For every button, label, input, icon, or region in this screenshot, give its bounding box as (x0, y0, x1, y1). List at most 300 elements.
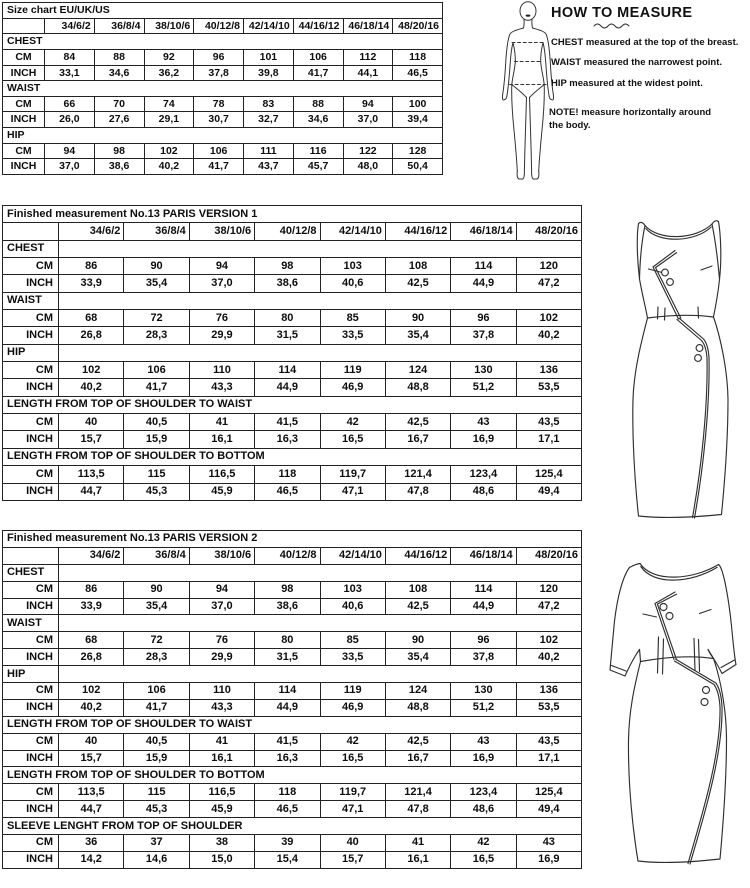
unit-label: CM (3, 632, 59, 649)
measurement-value: 110 (189, 683, 254, 700)
measurement-value: 136 (516, 683, 581, 700)
figure-head (520, 2, 536, 21)
measurement-value: 96 (451, 632, 516, 649)
measurement-value: 41,5 (255, 414, 320, 431)
unit-label: CM (3, 733, 59, 750)
measurement-value: 103 (320, 581, 385, 598)
measurement-value: 38,6 (255, 275, 320, 292)
measurement-value: 115 (124, 784, 189, 801)
measurement-value: 114 (255, 683, 320, 700)
measurement-value: 31,5 (255, 327, 320, 344)
measurement-value: 16,1 (189, 750, 254, 767)
measurement-value: 68 (59, 632, 124, 649)
corner-cell (3, 223, 59, 240)
measurement-value: 108 (385, 581, 450, 598)
measurement-value: 32,7 (244, 112, 294, 128)
unit-label: INCH (3, 275, 59, 292)
measurement-value: 37,0 (189, 275, 254, 292)
measurement-value: 106 (124, 683, 189, 700)
measurement-value: 43,3 (189, 379, 254, 396)
cm-row (3, 362, 582, 379)
section-label: CHEST (3, 240, 59, 257)
section-label: WAIST (3, 615, 59, 632)
section-spacer (59, 615, 582, 632)
measurement-value: 35,4 (124, 275, 189, 292)
unit-label: INCH (3, 801, 59, 818)
cm-row (3, 258, 582, 275)
measurement-value: 113,5 (59, 784, 124, 801)
measurement-value: 122 (343, 143, 393, 159)
measurement-value: 42,5 (385, 275, 450, 292)
measurement-value: 118 (255, 466, 320, 483)
measurement-value: 103 (320, 258, 385, 275)
cm-row (3, 733, 582, 750)
measurement-value: 42,5 (385, 598, 450, 615)
unit-label: INCH (3, 159, 45, 175)
measurement-value: 39 (255, 835, 320, 852)
measurement-value: 98 (255, 581, 320, 598)
unit-label: CM (3, 683, 59, 700)
section-row (3, 716, 582, 733)
measurement-value: 41,7 (124, 379, 189, 396)
unit-label: INCH (3, 598, 59, 615)
measurement-value: 130 (451, 683, 516, 700)
measurement-value: 115 (124, 466, 189, 483)
section-label: HIP (3, 666, 59, 683)
measurement-value: 88 (94, 49, 144, 65)
measurement-value: 16,7 (385, 750, 450, 767)
measurement-value: 120 (516, 581, 581, 598)
measurement-value: 76 (189, 310, 254, 327)
measurement-value: 111 (244, 143, 294, 159)
measurement-value: 46,9 (320, 379, 385, 396)
size-column-header: 40/12/8 (194, 18, 244, 34)
measurement-value: 16,9 (451, 750, 516, 767)
title-row (3, 531, 582, 548)
measurement-value: 38,6 (94, 159, 144, 175)
measurement-value: 45,9 (189, 801, 254, 818)
chest-instruction: CHEST measured at the top of the breast. (551, 37, 739, 48)
size-column-header: 42/14/10 (244, 18, 294, 34)
size-column-header: 36/8/4 (94, 18, 144, 34)
measurement-value: 14,6 (124, 851, 189, 868)
measurement-value: 42 (320, 414, 385, 431)
dress2-neckline-outer (640, 564, 719, 578)
measurement-value: 16,9 (451, 431, 516, 448)
cm-row (3, 784, 582, 801)
size-column-header: 48/20/16 (516, 547, 581, 564)
measurement-value: 120 (516, 258, 581, 275)
size-column-header: 44/16/12 (293, 18, 343, 34)
figure-right-torso (541, 43, 545, 85)
unit-label: CM (3, 784, 59, 801)
size-column-header: 42/14/10 (320, 223, 385, 240)
measurement-value: 48,0 (343, 159, 393, 175)
size-column-header: 36/8/4 (124, 547, 189, 564)
measurement-value: 53,5 (516, 379, 581, 396)
measurement-value: 16,7 (385, 431, 450, 448)
section-spacer (59, 666, 582, 683)
measurement-value: 44,9 (451, 598, 516, 615)
unit-label: INCH (3, 379, 59, 396)
section-row (3, 767, 582, 784)
measurement-value: 40 (59, 733, 124, 750)
measurement-value: 15,9 (124, 431, 189, 448)
measurement-value: 83 (244, 96, 294, 112)
size-header-row (3, 223, 582, 240)
unit-label: CM (3, 581, 59, 598)
measurement-value: 47,1 (320, 483, 385, 500)
measurement-value: 47,2 (516, 275, 581, 292)
measurement-value: 94 (343, 96, 393, 112)
measurement-value: 16,1 (189, 431, 254, 448)
measurement-value: 98 (94, 143, 144, 159)
section-spacer (59, 240, 582, 257)
waist-instruction: WAIST measured the narrowest point. (551, 57, 723, 68)
size-column-header: 40/12/8 (255, 547, 320, 564)
measurement-value: 36,2 (144, 65, 194, 81)
measurement-value: 110 (189, 362, 254, 379)
measurement-value: 33,1 (45, 65, 95, 81)
section-row (3, 564, 582, 581)
measurement-value: 44,7 (59, 801, 124, 818)
section-row (3, 615, 582, 632)
section-label: LENGTH FROM TOP OF SHOULDER TO WAIST (3, 716, 582, 733)
size-column-header: 34/6/2 (45, 18, 95, 34)
measurement-value: 15,7 (59, 431, 124, 448)
measurement-value: 33,5 (320, 327, 385, 344)
size-column-header: 36/8/4 (124, 223, 189, 240)
measurement-value: 90 (124, 258, 189, 275)
size-column-header: 46/18/14 (451, 223, 516, 240)
measurement-value: 40,6 (320, 275, 385, 292)
measurement-value: 38,6 (255, 598, 320, 615)
measurement-value: 33,9 (59, 275, 124, 292)
unit-label: INCH (3, 65, 45, 81)
measurement-value: 86 (59, 258, 124, 275)
section-spacer (59, 292, 582, 309)
measurement-value: 114 (451, 258, 516, 275)
measurement-value: 16,5 (320, 750, 385, 767)
measurement-value: 90 (385, 632, 450, 649)
measurement-value: 17,1 (516, 750, 581, 767)
measurement-value: 136 (516, 362, 581, 379)
size-column-header: 34/6/2 (59, 223, 124, 240)
measurement-value: 40,2 (516, 327, 581, 344)
measurement-value: 88 (293, 96, 343, 112)
measurement-value: 29,9 (189, 327, 254, 344)
size-column-header: 46/18/14 (451, 547, 516, 564)
inch-row (3, 598, 582, 615)
measurement-value: 40,6 (320, 598, 385, 615)
measurement-value: 102 (516, 310, 581, 327)
measurement-value: 102 (516, 632, 581, 649)
measurement-value: 44,1 (343, 65, 393, 81)
section-row (3, 240, 582, 257)
measurement-value: 29,9 (189, 649, 254, 666)
inch-row (3, 379, 582, 396)
measurement-value: 36 (59, 835, 124, 852)
inch-row (3, 801, 582, 818)
measurement-value: 37,8 (194, 65, 244, 81)
body-measurement-figure (497, 1, 563, 181)
dress2-body-silhouette (628, 650, 726, 863)
measurement-value: 39,4 (393, 112, 443, 128)
section-label: HIP (3, 344, 59, 361)
measurement-value: 85 (320, 632, 385, 649)
measurement-value: 128 (393, 143, 443, 159)
inch-row (3, 750, 582, 767)
measurement-value: 44,9 (451, 275, 516, 292)
size-column-header: 42/14/10 (320, 547, 385, 564)
size-header-row (3, 547, 582, 564)
measurement-value: 40,2 (59, 379, 124, 396)
measurement-value: 17,1 (516, 431, 581, 448)
table-title: Size chart EU/UK/US (3, 3, 443, 19)
dress1-armholes (640, 224, 720, 280)
section-label: WAIST (3, 81, 443, 97)
measurement-value: 76 (189, 632, 254, 649)
measure-note-line-1: NOTE! measure horizontally around (549, 107, 712, 118)
measurement-value: 43,7 (244, 159, 294, 175)
measurement-value: 34,6 (94, 65, 144, 81)
measurement-value: 16,3 (255, 750, 320, 767)
measurement-value: 35,4 (385, 327, 450, 344)
measurement-value: 46,5 (255, 483, 320, 500)
measurement-value: 116 (293, 143, 343, 159)
measurement-value: 90 (385, 310, 450, 327)
measurement-value: 48,8 (385, 699, 450, 716)
unit-label: CM (3, 362, 59, 379)
title-row (3, 206, 582, 223)
measurement-value: 44,9 (255, 379, 320, 396)
measurement-value: 119 (320, 362, 385, 379)
measure-note-line-2: the body. (549, 119, 591, 131)
measurement-value: 118 (255, 784, 320, 801)
measurement-value: 113,5 (59, 466, 124, 483)
size-column-header: 40/12/8 (255, 223, 320, 240)
inch-row (3, 851, 582, 868)
measurement-value: 86 (59, 581, 124, 598)
measurement-value: 78 (194, 96, 244, 112)
measurement-value: 121,4 (385, 466, 450, 483)
measurement-value: 90 (124, 581, 189, 598)
measurement-value: 45,3 (124, 801, 189, 818)
measurement-value: 74 (144, 96, 194, 112)
measurement-value: 48,6 (451, 483, 516, 500)
measurement-value: 40,2 (516, 649, 581, 666)
size-column-header: 48/20/16 (516, 223, 581, 240)
measurement-value: 15,9 (124, 750, 189, 767)
measurement-value: 37,8 (451, 327, 516, 344)
measurement-value: 124 (385, 683, 450, 700)
unit-label: CM (3, 835, 59, 852)
section-label: CHEST (3, 564, 59, 581)
measurement-value: 40 (59, 414, 124, 431)
measurement-value: 125,4 (516, 784, 581, 801)
how-to-measure-section (0, 0, 750, 202)
measurement-value: 44,9 (255, 699, 320, 716)
section-label: HIP (3, 128, 443, 144)
measurement-value: 49,4 (516, 801, 581, 818)
cm-row (3, 414, 582, 431)
measurement-value: 29,1 (144, 112, 194, 128)
measurement-value: 35,4 (385, 649, 450, 666)
measurement-value: 44,7 (59, 483, 124, 500)
section-row (3, 448, 582, 465)
measurement-value: 47,1 (320, 801, 385, 818)
dress2-waist-seam (641, 657, 714, 662)
measurement-value: 41,7 (194, 159, 244, 175)
measurement-value: 80 (255, 310, 320, 327)
inch-row (3, 649, 582, 666)
measurement-value: 47,2 (516, 598, 581, 615)
figure-mouth (526, 15, 531, 17)
dress2-buttons (660, 604, 710, 706)
measurement-value: 41 (385, 835, 450, 852)
table-title: Finished measurement No.13 PARIS VERSION 1 (3, 206, 582, 223)
figure-left-leg (512, 85, 527, 172)
measurement-value: 112 (343, 49, 393, 65)
dress2-bust-darts (643, 610, 711, 618)
measurement-value: 34,6 (293, 112, 343, 128)
measurement-value: 92 (144, 49, 194, 65)
measurement-value: 37,0 (343, 112, 393, 128)
measurement-value: 101 (244, 49, 294, 65)
unit-label: INCH (3, 483, 59, 500)
measurement-value: 40 (320, 835, 385, 852)
dress1-bodice-wrap-edge (653, 251, 681, 320)
measurement-value: 43,5 (516, 733, 581, 750)
measurement-value: 125,4 (516, 466, 581, 483)
measurement-value: 41 (189, 733, 254, 750)
dress2-left-sleeve (610, 568, 640, 677)
size-column-header: 44/16/12 (385, 223, 450, 240)
unit-label: CM (3, 143, 45, 159)
measurement-value: 106 (124, 362, 189, 379)
measurement-value: 96 (451, 310, 516, 327)
measurement-value: 48,8 (385, 379, 450, 396)
inch-row (3, 699, 582, 716)
measurement-value: 27,6 (94, 112, 144, 128)
measurement-value: 35,4 (124, 598, 189, 615)
measurement-value: 116,5 (189, 784, 254, 801)
size-column-header: 48/20/16 (393, 18, 443, 34)
measurement-value: 45,7 (293, 159, 343, 175)
measurement-value: 16,9 (516, 851, 581, 868)
measurement-value: 46,5 (393, 65, 443, 81)
measurement-value: 102 (59, 362, 124, 379)
measurement-value: 28,3 (124, 649, 189, 666)
measurement-value: 123,4 (451, 784, 516, 801)
dress-version2-illustration (598, 546, 748, 888)
measurement-value: 80 (255, 632, 320, 649)
unit-label: INCH (3, 851, 59, 868)
section-row (3, 396, 582, 413)
version2-measurement-table (2, 530, 582, 869)
measurement-value: 42 (320, 733, 385, 750)
dress-version1-illustration (612, 208, 748, 520)
measurement-value: 47,8 (385, 483, 450, 500)
version1-measurement-table (2, 205, 582, 501)
measurement-value: 106 (194, 143, 244, 159)
table-title: Finished measurement No.13 PARIS VERSION 2 (3, 531, 582, 548)
measurement-value: 41 (189, 414, 254, 431)
cm-row (3, 581, 582, 598)
how-to-measure-title: HOW TO MEASURE (551, 5, 693, 21)
measurement-value: 38 (189, 835, 254, 852)
measurement-value: 33,5 (320, 649, 385, 666)
measurement-value: 66 (45, 96, 95, 112)
measurement-value: 15,4 (255, 851, 320, 868)
inch-row (3, 275, 582, 292)
measurement-value: 37 (124, 835, 189, 852)
measurement-value: 16,3 (255, 431, 320, 448)
dress2-waist-gathers (658, 637, 700, 674)
dress1-silhouette (633, 222, 728, 518)
unit-label: CM (3, 310, 59, 327)
squiggle-underline-icon (593, 21, 633, 30)
measurement-value: 100 (393, 96, 443, 112)
measurement-value: 70 (94, 96, 144, 112)
measurement-value: 43 (516, 835, 581, 852)
measurement-value: 30,7 (194, 112, 244, 128)
measurement-value: 43,3 (189, 699, 254, 716)
section-row (3, 292, 582, 309)
measurement-value: 72 (124, 310, 189, 327)
corner-cell (3, 547, 59, 564)
figure-left-torso (512, 43, 516, 85)
measurement-value: 15,7 (320, 851, 385, 868)
measurement-value: 114 (451, 581, 516, 598)
measurement-value: 45,3 (124, 483, 189, 500)
measurement-value: 40,5 (124, 733, 189, 750)
measurement-value: 49,4 (516, 483, 581, 500)
measurement-value: 72 (124, 632, 189, 649)
measurement-value: 68 (59, 310, 124, 327)
measurement-value: 15,7 (59, 750, 124, 767)
inch-row (3, 327, 582, 344)
measurement-value: 41,7 (293, 65, 343, 81)
section-row (3, 818, 582, 835)
unit-label: CM (3, 49, 45, 65)
measurement-value: 28,3 (124, 327, 189, 344)
section-label: LENGTH FROM TOP OF SHOULDER TO BOTTOM (3, 448, 582, 465)
measurement-value: 26,0 (45, 112, 95, 128)
measurement-value: 102 (144, 143, 194, 159)
figure-left-arm (502, 28, 523, 100)
section-label: CHEST (3, 34, 443, 50)
section-label: WAIST (3, 292, 59, 309)
dress2-skirt-wrap-edge (675, 659, 723, 864)
section-row (3, 344, 582, 361)
measurement-value: 51,2 (451, 699, 516, 716)
measurement-value: 40,2 (59, 699, 124, 716)
measurement-value: 26,8 (59, 327, 124, 344)
inch-row (3, 431, 582, 448)
measurement-value: 40,5 (124, 414, 189, 431)
measurement-value: 123,4 (451, 466, 516, 483)
measurement-value: 94 (189, 581, 254, 598)
measurement-value: 94 (45, 143, 95, 159)
hip-instruction: HIP measured at the widest point. (551, 78, 703, 89)
measurement-value: 118 (393, 49, 443, 65)
measurement-value: 45,9 (189, 483, 254, 500)
cm-row (3, 632, 582, 649)
size-column-header: 38/10/6 (189, 223, 254, 240)
measurement-value: 39,8 (244, 65, 294, 81)
measurement-value: 46,5 (255, 801, 320, 818)
